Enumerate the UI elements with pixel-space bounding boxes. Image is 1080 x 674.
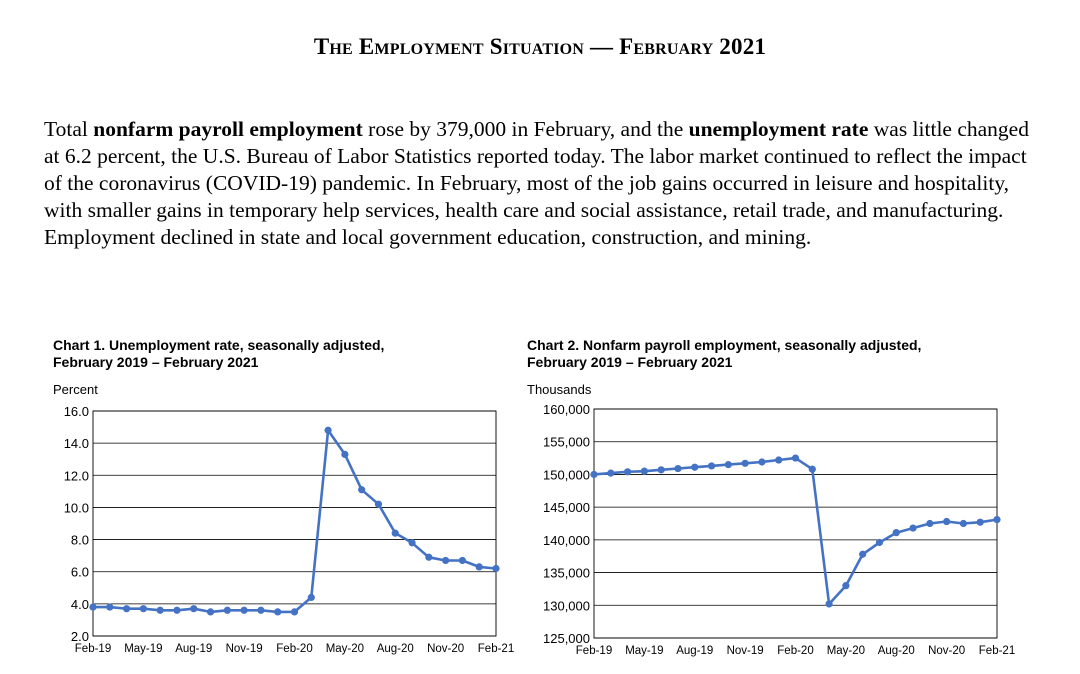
chart2-xtick-label: Aug-19 (676, 645, 714, 657)
chart2-xtick-label: Feb-19 (575, 645, 613, 657)
chart1-xtick-label: Feb-21 (477, 643, 515, 655)
chart2-data-point (977, 519, 984, 526)
chart2-data-point (876, 539, 883, 546)
text-run: was little changed at 6.2 percent, the U.S. Bureau of Labor Statistics reported today. The labor market continued to reflect the impact of the coronavirus (COVID-19) pandemic. In February, most of the job gains occurred in leisure and hospitality, with smaller gains in temporary help services, health care and social assistance, retail trade, and manufacturing. Employment declined in state and local government education, construction, and mining. (44, 117, 1029, 249)
chart1-ytick-label: 10.0 (63, 500, 89, 516)
chart1-data-point (224, 607, 231, 614)
chart2-data-point (792, 454, 799, 461)
chart2-data-point (993, 516, 1000, 523)
chart1-ytick-label: 12.0 (63, 468, 89, 484)
chart1-data-point (157, 607, 164, 614)
chart1-data-point (425, 554, 432, 561)
chart2-data-point (674, 465, 681, 472)
chart1-ytick-label: 2.0 (70, 629, 89, 644)
bold-term: unemployment rate (688, 117, 869, 141)
chart1-data-point (408, 539, 415, 546)
chart1-data-point (476, 563, 483, 570)
chart2-data-point (641, 468, 648, 475)
chart1-xtick-label: Aug-20 (376, 643, 414, 655)
chart2-data-point (960, 520, 967, 527)
chart2-data-point (725, 461, 732, 468)
chart1-xtick-label: Feb-20 (276, 643, 313, 655)
chart2-ytick-label: 135,000 (543, 565, 590, 581)
chart1-xtick-label: Aug-19 (175, 643, 213, 655)
chart2-data-point (893, 529, 900, 536)
chart2-data-point (607, 470, 614, 477)
chart2-xtick-label: Feb-21 (978, 645, 1016, 657)
chart1-xtick-label: May-20 (325, 643, 365, 655)
chart1-data-point (492, 565, 499, 572)
chart2-ytick-label: 150,000 (543, 467, 590, 483)
chart2-data-point (708, 462, 715, 469)
chart1-title-line2: February 2019 – February 2021 (53, 354, 259, 370)
chart1-xtick-label: Nov-19 (225, 643, 263, 655)
chart1-data-point (392, 530, 399, 537)
chart2-ytick-label: 160,000 (543, 402, 590, 417)
chart2-xtick-label: Nov-20 (928, 645, 966, 657)
title-part: February 2021 (619, 34, 767, 59)
chart2-data-point (624, 468, 631, 475)
chart2-ytick-label: 155,000 (543, 434, 590, 450)
text-run: rose by 379,000 in February, and the (362, 117, 689, 141)
chart1-data-point (274, 608, 281, 615)
chart1-xtick-label: May-19 (124, 643, 163, 655)
text-run: Total (44, 117, 94, 141)
chart2-ytick-label: 145,000 (543, 500, 590, 516)
chart1-data-point (358, 486, 365, 493)
chart2-data-point (590, 471, 597, 478)
chart2-title-line2: February 2019 – February 2021 (527, 354, 733, 370)
chart2-xtick-label: Feb-20 (777, 645, 814, 657)
chart1-ytick-label: 14.0 (63, 436, 89, 452)
chart2-ytick-label: 130,000 (543, 598, 590, 614)
chart1-data-point (375, 501, 382, 508)
chart1-data-point (173, 607, 180, 614)
chart1-data-point (207, 608, 214, 615)
title-part: The Employment Situation (313, 34, 585, 59)
chart2-xtick-label: May-20 (826, 645, 866, 657)
chart1-data-point (190, 605, 197, 612)
chart2-xtick-label: May-19 (625, 645, 664, 657)
chart1-ytick-label: 4.0 (70, 596, 89, 612)
chart1-data-point (324, 427, 331, 434)
chart2-xtick-label: Nov-19 (726, 645, 764, 657)
chart2-data-point (842, 582, 849, 589)
chart1-data-point (291, 608, 298, 615)
chart1-series-line (93, 430, 496, 612)
chart1-ytick-label: 8.0 (70, 532, 89, 548)
chart2-data-point (775, 456, 782, 463)
chart1-data-point (257, 607, 264, 614)
chart2-data-point (943, 518, 950, 525)
chart2-data-point (809, 466, 816, 473)
chart1-plot-frame (93, 411, 496, 636)
chart2-data-point (742, 460, 749, 467)
chart2-series-line (594, 458, 997, 604)
chart2-data-point (758, 458, 765, 465)
chart2-ytick-label: 140,000 (543, 532, 590, 548)
chart1-xtick-label: Feb-19 (74, 643, 112, 655)
chart2-ytick-label: 125,000 (543, 631, 590, 646)
chart1-data-point (341, 451, 348, 458)
chart1-data-point (89, 603, 96, 610)
chart1-data-point (442, 557, 449, 564)
chart1-data-point (459, 557, 466, 564)
chart1-data-point (241, 607, 248, 614)
chart1-xtick-label: Nov-20 (427, 643, 465, 655)
title-part: — (584, 34, 620, 59)
bold-term: nonfarm payroll employment (93, 117, 363, 141)
chart2-data-point (658, 466, 665, 473)
chart1-ytick-label: 16.0 (63, 404, 89, 419)
chart2-data-point (859, 551, 866, 558)
chart1-data-point (140, 605, 147, 612)
chart1-data-point (123, 605, 130, 612)
chart2-data-point (825, 600, 832, 607)
chart1-unit-label: Percent (53, 382, 98, 397)
chart2-xtick-label: Aug-20 (877, 645, 915, 657)
chart1-title-line1: Chart 1. Unemployment rate, seasonally adjusted, (53, 337, 385, 353)
chart2-data-point (691, 464, 698, 471)
chart2-data-point (926, 520, 933, 527)
chart1-ytick-label: 6.0 (70, 564, 89, 580)
chart1-data-point (106, 603, 113, 610)
chart2-data-point (909, 524, 916, 531)
chart1-data-point (308, 594, 315, 601)
chart2-title-line1: Chart 2. Nonfarm payroll employment, seasonally adjusted, (527, 337, 922, 353)
chart2-unit-label: Thousands (527, 382, 592, 397)
